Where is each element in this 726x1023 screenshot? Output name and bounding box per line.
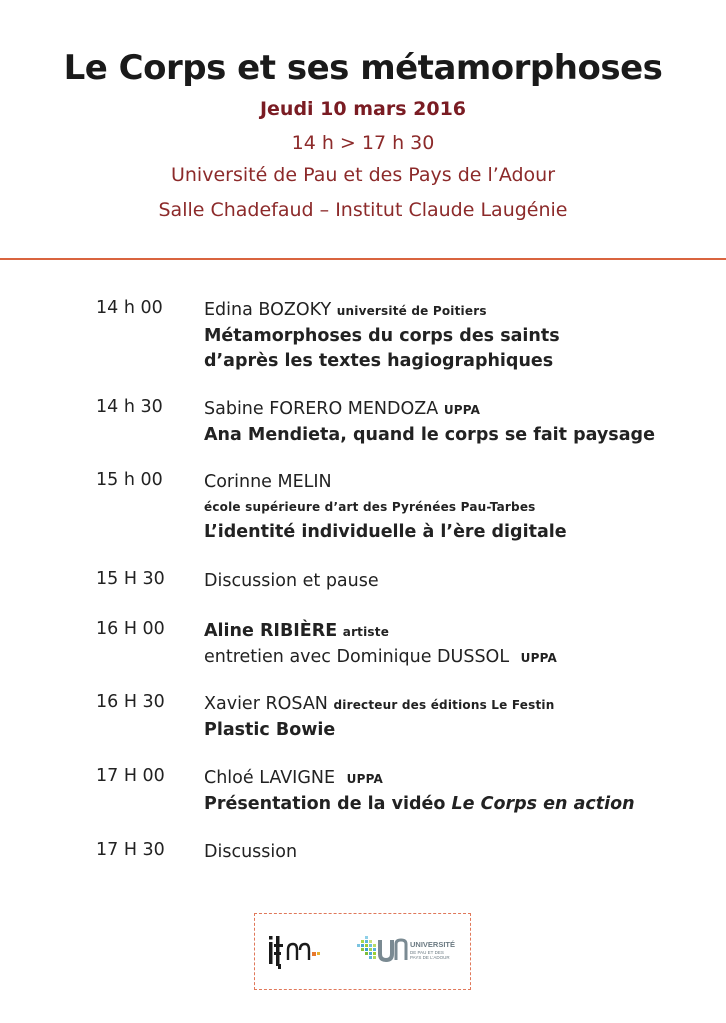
entry-title-line: Métamorphoses du corps des saints	[204, 326, 560, 346]
entry-affiliation: UPPA	[346, 772, 383, 786]
entry-subtitle-affiliation: UPPA	[520, 651, 557, 665]
entry-text: Discussion et pause	[204, 571, 379, 591]
entry-body	[204, 470, 704, 545]
entry-body	[204, 397, 704, 448]
entry-speaker-line	[204, 692, 704, 718]
entry-subtitle-line	[204, 645, 704, 671]
entry-affiliation: artiste	[342, 625, 390, 639]
entry-speaker: Corinne MELIN	[204, 472, 332, 492]
entry-speaker: Xavier ROSAN	[204, 694, 328, 714]
entry-time: 15 h 00	[96, 470, 163, 490]
entry-subtitle: entretien avec Dominique DUSSOL	[204, 647, 510, 667]
entry-time: 16 H 00	[96, 619, 165, 639]
entry-text: Discussion	[204, 842, 298, 862]
university-logo-sub2: PAYS DE L’ADOUR	[410, 955, 450, 960]
entry-affiliation: UPPA	[443, 403, 481, 417]
item-lab-logo-icon	[269, 936, 320, 969]
university-logo-text: UNIVERSITÉ	[410, 940, 456, 949]
entry-speaker-line	[204, 766, 704, 792]
entry-title-line: Ana Mendieta, quand le corps se fait paysage	[204, 425, 655, 445]
entry-title-italic: Le Corps en action	[451, 794, 635, 814]
entry-speaker: Edina BOZOKY	[204, 300, 332, 320]
logo-box	[254, 913, 471, 990]
entry-body	[204, 692, 704, 743]
entry-speaker: Sabine FORERO MENDOZA	[204, 399, 439, 419]
entry-affiliation: université de Poitiers	[336, 304, 487, 318]
entry-body	[204, 569, 704, 594]
entry-body	[204, 766, 704, 817]
entry-body	[204, 840, 704, 865]
entry-time: 17 H 00	[96, 766, 165, 786]
entry-affiliation: directeur des éditions Le Festin	[333, 698, 555, 712]
university-logo-icon	[357, 936, 406, 960]
entry-time: 14 h 30	[96, 397, 163, 417]
event-time: 14 h > 17 h 30	[291, 132, 435, 154]
entry-title-line: Plastic Bowie	[204, 720, 336, 740]
entry-speaker: Chloé LAVIGNE	[204, 768, 336, 788]
logos-svg	[255, 914, 469, 988]
entry-body	[204, 619, 704, 671]
entry-speaker-line	[204, 298, 704, 324]
page-title: Le Corps et ses métamorphoses	[63, 48, 663, 88]
entry-affiliation: école supérieure d’art des Pyrénées Pau-Tarbes	[204, 500, 536, 514]
event-university: Université de Pau et des Pays de l’Adour	[170, 164, 556, 186]
entry-speaker-line	[204, 619, 704, 645]
event-room: Salle Chadefaud – Institut Claude Laugénie	[158, 199, 568, 221]
entry-speaker: Aline RIBIÈRE	[204, 621, 338, 641]
header-divider	[0, 258, 726, 260]
entry-title-line: L’identité individuelle à l’ère digitale	[204, 522, 567, 542]
entry-title-line: d’après les textes hagiographiques	[204, 351, 554, 371]
entry-time: 16 H 30	[96, 692, 165, 712]
entry-title-prefix: Présentation de la vidéo	[204, 794, 452, 814]
university-logo-sub1: DE PAU ET DES	[410, 950, 444, 955]
event-date: Jeudi 10 mars 2016	[259, 98, 467, 120]
entry-time: 14 h 00	[96, 298, 163, 318]
entry-time: 17 H 30	[96, 840, 165, 860]
entry-time: 15 H 30	[96, 569, 165, 589]
entry-title-line	[204, 792, 704, 817]
entry-speaker-line	[204, 397, 704, 423]
entry-body	[204, 298, 704, 374]
